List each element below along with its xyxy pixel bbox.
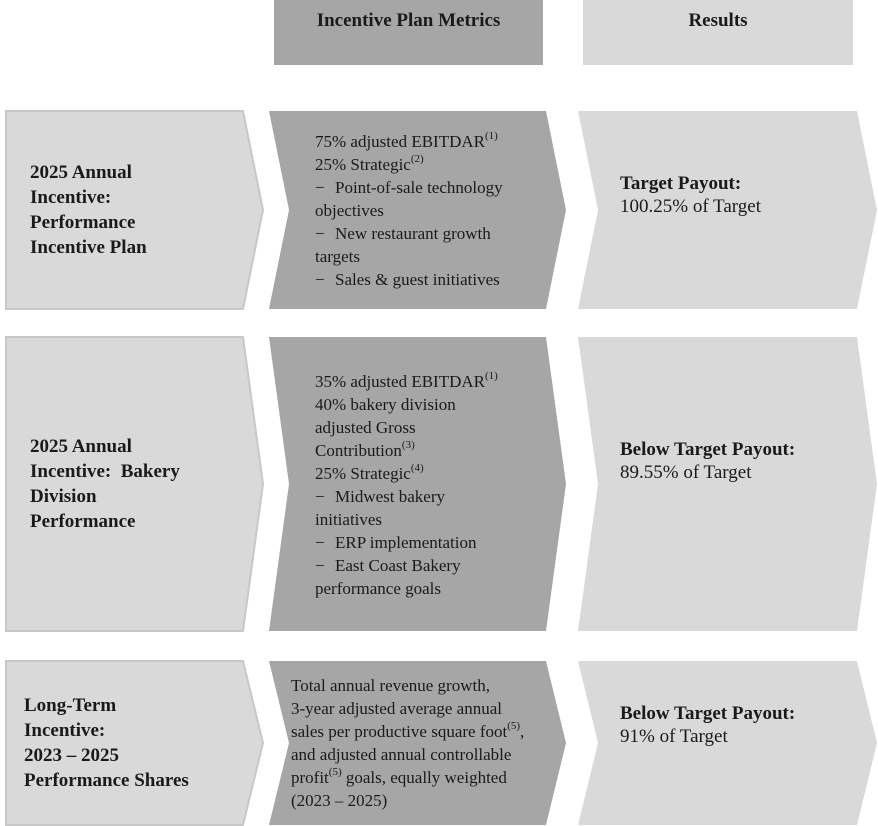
metric-line: 40% bakery division — [315, 395, 456, 414]
result-value: 91% of Target — [620, 726, 728, 747]
plan-label-line: 2023 – 2025 — [24, 745, 119, 766]
plan-label-line: 2025 Annual — [30, 162, 132, 183]
plan-result — [620, 438, 860, 484]
metric-line: 75% adjusted EBITDAR$^{(1)}$ — [315, 130, 498, 151]
plan-label — [30, 336, 240, 632]
metric-line: Contribution$^{(3)}$ — [315, 439, 415, 460]
result-heading: Target Payout: — [620, 173, 742, 194]
plan-metrics — [291, 674, 561, 812]
plan-label-line: Performance — [30, 511, 136, 532]
metric-line: 25% Strategic$^{(2)}$ — [315, 153, 424, 174]
result-heading: Below Target Payout: — [620, 439, 796, 460]
metric-line: and adjusted annual controllable — [291, 745, 512, 764]
result-value: 89.55% of Target — [620, 462, 752, 483]
incentive-row-bakery-division — [0, 336, 878, 632]
metrics-header-label: Incentive Plan Metrics — [316, 10, 501, 31]
plan-label-line: Incentive: — [30, 187, 112, 208]
plan-label-line: Incentive Plan — [30, 237, 147, 258]
incentive-row-annual-performance — [0, 110, 878, 310]
result-value: 100.25% of Target — [620, 196, 761, 217]
metric-bullet: − East Coast Bakery performance goals — [315, 556, 461, 598]
plan-label-line: Performance — [30, 212, 136, 233]
metric-line: Total annual revenue growth, — [291, 676, 490, 695]
metric-line: sales per productive square foot$^{(5)}$, — [291, 720, 525, 741]
plan-label — [30, 110, 240, 310]
plan-label-line: Performance Shares — [24, 770, 189, 791]
metric-line: (2023 – 2025) — [291, 791, 388, 810]
metric-bullet: − Sales & guest initiatives — [315, 270, 500, 289]
plan-label-line: Incentive: Bakery — [30, 461, 180, 482]
results-chevron — [577, 336, 878, 632]
metrics-column-header — [274, 0, 543, 65]
metric-bullet: − Point-of-sale technology objectives — [315, 178, 503, 220]
metric-bullet: − ERP implementation — [315, 533, 477, 552]
metric-bullet: − New restaurant growth targets — [315, 224, 491, 266]
metric-line: 3-year adjusted average annual — [291, 699, 502, 718]
result-heading: Below Target Payout: — [620, 703, 796, 724]
metric-line: profit$^{(5)}$ goals, equally weighted — [291, 766, 507, 787]
plan-label — [24, 660, 234, 826]
plan-result — [620, 172, 860, 218]
metric-line: 35% adjusted EBITDAR$^{(1)}$ — [315, 370, 498, 391]
results-column-header — [583, 0, 853, 65]
results-header-label: Results — [688, 10, 748, 31]
plan-label-line: 2025 Annual — [30, 436, 132, 457]
plan-result — [620, 702, 860, 748]
plan-label-line: Incentive: — [24, 720, 106, 741]
plan-label-line: Long-Term — [24, 695, 117, 716]
plan-metrics — [315, 370, 555, 600]
metric-bullet: − Midwest bakery initiatives — [315, 487, 446, 529]
incentive-row-long-term — [0, 660, 878, 826]
plan-metrics — [315, 130, 555, 291]
metric-line: adjusted Gross — [315, 418, 416, 437]
metric-line: 25% Strategic$^{(4)}$ — [315, 462, 424, 483]
plan-label-line: Division — [30, 486, 97, 507]
